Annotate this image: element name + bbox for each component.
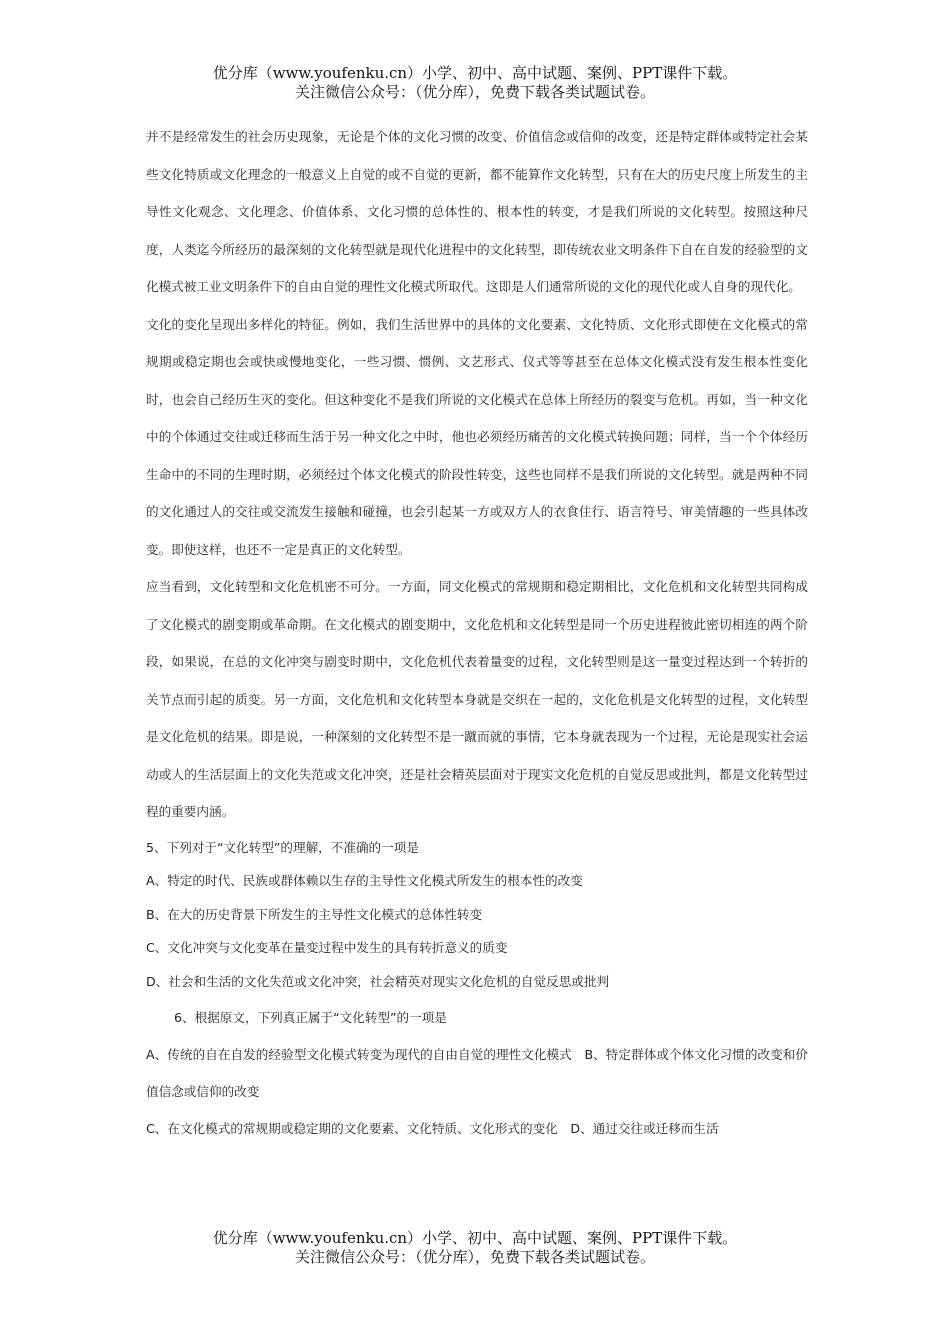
footer-line-1: 优分库（www.youfenku.cn）小学、初中、高中试题、案例、PPT课件下载。 [212, 1229, 738, 1247]
paragraph-1: 并不是经常发生的社会历史现象，无论是个体的文化习惯的改变、价值信念或信仰的改变，还是特定群体或特定社会某些文化特质或文化理念的一般意义上自觉的或不自觉的更新，都不能算作文化转型，只有在大的历史尺度上所发生的主导性文化观念、文化理念、价值体系、文化习惯的总体性的、根本性的转变，才是我们所说的文化转型。按照这种尺度，人类迄今所经历的最深刻的文化转型就是现代化进程中的文化转型，即传统农业文明条件下自在自发的经验型的文化模式被工业文明条件下的自由自觉的理性文化模式所取代。这即是人们通常所说的文化的现代化或人自身的现代化。 [146, 129, 808, 294]
question-5-option-d: D、社会和生活的文化失范或文化冲突，社会精英对现实文化危机的自觉反思或批判 [146, 973, 610, 989]
question-6-stem: 6、根据原文，下列真正属于“文化转型”的一项是 [174, 1010, 447, 1025]
question-5-option-a: A、特定的时代、民族或群体赖以生存的主导性文化模式所发生的根本性的改变 [146, 873, 583, 888]
question-5-stem: 5、下列对于“文化转型”的理解，不准确的一项是 [146, 839, 419, 855]
question-5-option-b: B、在大的历史背景下所发生的主导性文化模式的总体性转变 [146, 906, 483, 922]
document-body [146, 118, 808, 1147]
header-line-1: 优分库（www.youfenku.cn）小学、初中、高中试题、案例、PPT课件下载。 [212, 64, 738, 82]
question-5 [146, 831, 808, 999]
footer-line-2: 关注微信公众号：（优分库），免费下载各类试题试卷。 [294, 1248, 655, 1266]
paragraph-2: 文化的变化呈现出多样化的特征。例如，我们生活世界中的具体的文化要素、文化特质、文化形式即使在文化模式的常规期或稳定期也会或快或慢地变化，一些习惯、惯例、文艺形式、仪式等等甚至在总体文化模式没有发生根本性变化时，也会自己经历生灭的变化。但这种变化不是我们所说的文化模式在总体上所经历的裂变与危机。再如，当一种文化中的个体通过交往或迁移而生活于另一种文化之中时，他也必须经历痛苦的文化模式转换问题；同样，当一个个体经历生命中的不同的生理时期，必须经过个体文化模式的阶段性转变，这些也同样不是我们所说的文化转型。就是两种不同的文化通过人的交往或交流发生接触和碰撞，也会引起某一方或双方人的衣食住行、语言符号、审美情趣的一些具体改变。即使这样，也还不一定是真正的文化转型。 [146, 316, 808, 557]
header-line-2: 关注微信公众号：（优分库），免费下载各类试题试卷。 [294, 83, 655, 101]
question-6 [146, 1000, 808, 1147]
question-6-options-ab: A、传统的自在自发的经验型文化模式转变为现代的自由自觉的理性文化模式 B、特定群体或个体文化习惯的改变和价值信念或信仰的改变 [146, 1047, 808, 1099]
page-header [0, 64, 950, 102]
page-footer [0, 1229, 950, 1267]
paragraph-3: 应当看到，文化转型和文化危机密不可分。一方面，同文化模式的常规期和稳定期相比，文化危机和文化转型共同构成了文化模式的剧变期或革命期。在文化模式的剧变期中，文化危机和文化转型是同一个历史进程彼此密切相连的两个阶段，如果说，在总的文化冲突与剧变时期中，文化危机代表着量变的过程，文化转型则是这一量变过程达到一个转折的关节点而引起的质变。另一方面，文化危机和文化转型本身就是交织在一起的，文化危机是文化转型的过程，文化转型是文化危机的结果。即是说，一种深刻的文化转型不是一蹴而就的事情，它本身就表现为一个过程，无论是现实社会运动或人的生活层面上的文化失范或文化冲突，还是社会精英层面对于现实文化危机的自觉反思或批判，都是文化转型过程的重要内涵。 [146, 579, 808, 819]
question-5-option-c: C、文化冲突与文化变革在量变过程中发生的具有转折意义的质变 [146, 940, 508, 955]
question-6-options-cd: C、在文化模式的常规期或稳定期的文化要素、文化特质、文化形式的变化 D、通过交往或迁移而生活 [146, 1121, 719, 1136]
